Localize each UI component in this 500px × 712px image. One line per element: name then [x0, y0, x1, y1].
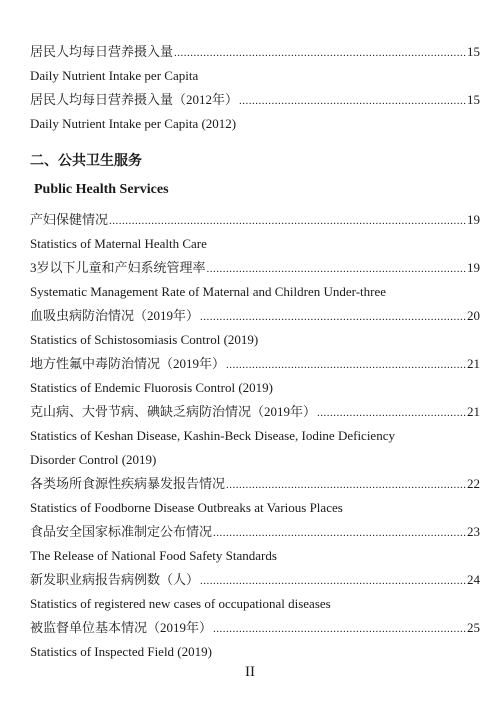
dot-leader [226, 473, 466, 497]
entry-title-en: Statistics of registered new cases of occupational diseases [30, 596, 331, 611]
entry-title-en: The Release of National Food Safety Standards [30, 548, 277, 563]
entry-title-cn: 食品安全国家标准制定公布情况 [30, 524, 213, 539]
entry-title-en: Statistics of Foodborne Disease Outbreaks at Various Places [30, 500, 343, 515]
entry-title-cn: 地方性氟中毒防治情况（2019年） [30, 356, 226, 371]
dot-leader [239, 89, 466, 113]
entry-title-en: Daily Nutrient Intake per Capita [30, 68, 199, 83]
dot-leader [226, 353, 466, 377]
entry-title-en-continued: Disorder Control (2019) [30, 452, 157, 467]
dot-leader [317, 401, 466, 425]
entry-title-cn: 被监督单位基本情况（2019年） [30, 620, 213, 635]
entry-title-cn: 3岁以下儿童和产妇系统管理率 [30, 260, 206, 275]
entry-title-cn: 各类场所食源性疾病暴发报告情况 [30, 476, 226, 491]
section-heading-en: Public Health Services [34, 182, 169, 197]
entry-page-number: 15 [467, 44, 480, 59]
entry-title-en: Statistics of Keshan Disease, Kashin-Beck Disease, Iodine Deficiency [30, 428, 395, 443]
dot-leader [200, 305, 466, 329]
dot-leader [200, 569, 466, 593]
section-heading-cn: 二、公共卫生服务 [30, 153, 142, 169]
dot-leader [213, 617, 466, 641]
entry-page-number: 19 [467, 212, 480, 227]
toc-entry[interactable] [30, 568, 480, 592]
entry-title-cn: 新发职业病报告病例数（人） [30, 572, 200, 587]
entry-page-number: 25 [467, 620, 480, 635]
entry-title-en: Statistics of Endemic Fluorosis Control (2019) [30, 380, 274, 395]
entry-title-en: Daily Nutrient Intake per Capita (2012) [30, 116, 237, 131]
toc-entry[interactable] [30, 352, 480, 376]
dot-leader [213, 521, 466, 545]
toc-entry[interactable] [30, 400, 480, 424]
dot-leader [207, 257, 466, 281]
entry-title-cn: 产妇保健情况 [30, 212, 109, 227]
entry-page-number: 15 [467, 92, 480, 107]
entry-page-number: 23 [467, 524, 480, 539]
toc-entry[interactable] [30, 304, 480, 328]
entry-page-number: 21 [467, 356, 480, 371]
toc-entry[interactable] [30, 616, 480, 640]
toc-entry[interactable] [30, 208, 480, 232]
toc-entry[interactable] [30, 472, 480, 496]
toc-entry[interactable] [30, 520, 480, 544]
entry-page-number: 24 [467, 572, 480, 587]
entry-title-en: Statistics of Maternal Health Care [30, 236, 207, 251]
entry-page-number: 19 [467, 260, 480, 275]
toc-entry[interactable] [30, 88, 480, 112]
entry-title-cn: 居民人均每日营养摄入量 [30, 44, 174, 59]
table-of-contents [30, 40, 480, 664]
dot-leader [109, 209, 466, 233]
entry-page-number: 22 [467, 476, 480, 491]
page-number: II [245, 664, 255, 680]
entry-title-cn: 克山病、大骨节病、碘缺乏病防治情况（2019年） [30, 404, 317, 419]
entry-title-en: Statistics of Inspected Field (2019) [30, 644, 212, 659]
entry-page-number: 21 [467, 404, 480, 419]
entry-title-en: Systematic Management Rate of Maternal and Children Under-three [30, 284, 387, 299]
toc-entry[interactable] [30, 40, 480, 64]
entry-page-number: 20 [467, 308, 480, 323]
toc-entry[interactable] [30, 256, 480, 280]
entry-title-cn: 居民人均每日营养摄入量（2012年） [30, 92, 239, 107]
dot-leader [174, 41, 466, 65]
entry-title-cn: 血吸虫病防治情况（2019年） [30, 308, 200, 323]
entry-title-en: Statistics of Schistosomiasis Control (2019) [30, 332, 259, 347]
